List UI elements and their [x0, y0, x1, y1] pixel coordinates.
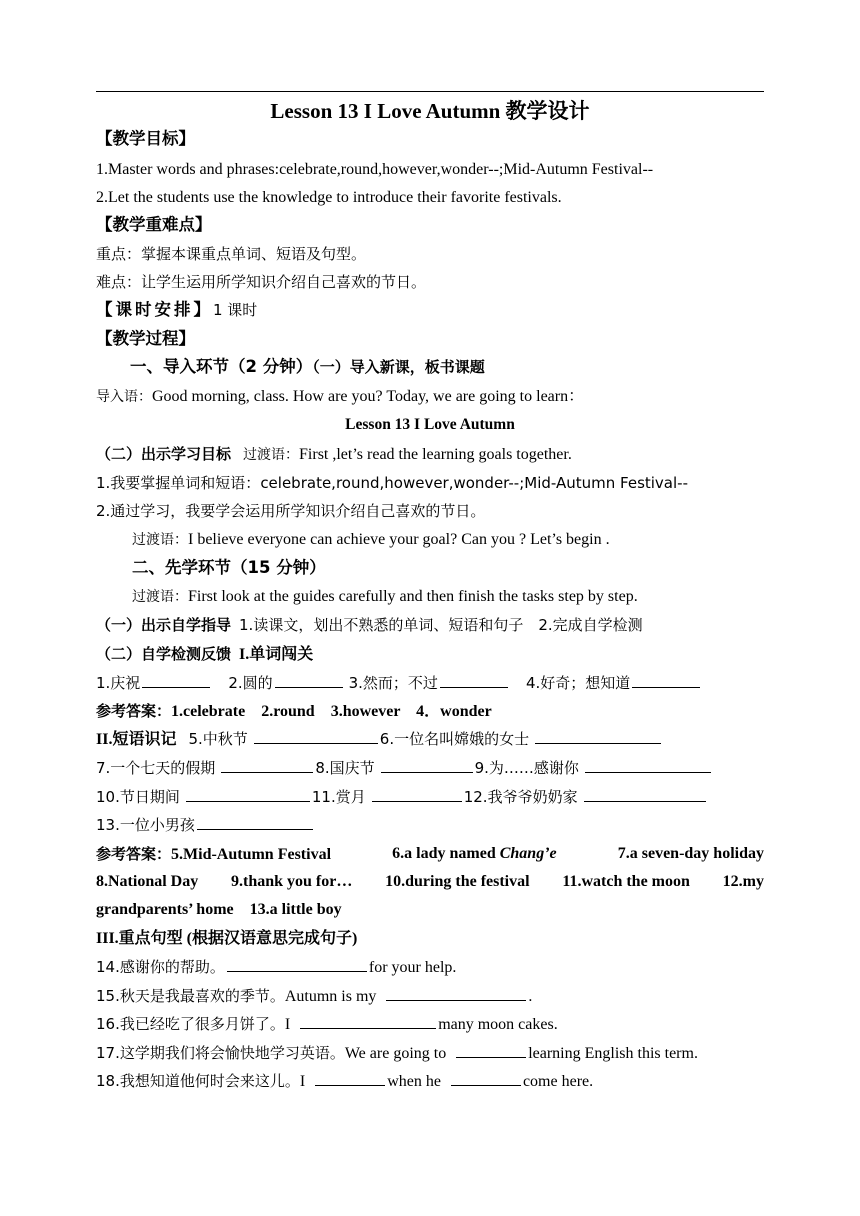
answer-blank[interactable] — [142, 672, 210, 688]
diff-text: 让学生运用所学知识介绍自己喜欢的节日。 — [141, 273, 427, 291]
answer-blank[interactable] — [300, 1013, 436, 1029]
answer-text: 8.National Day — [96, 873, 199, 890]
answer-text: 7.a seven-day holiday — [617, 845, 764, 862]
objective-text: 2.通过学习，我要学会运用所学知识介绍自己喜欢的节日。 — [96, 502, 486, 520]
section-i-heading: I.单词闯关 — [239, 646, 314, 663]
intro-line — [96, 386, 584, 408]
part2-heading — [132, 557, 326, 580]
sentence-15 — [96, 985, 532, 1008]
trans-label: 过渡语： — [132, 532, 188, 548]
trans-text: First look at the guides carefully and then finish the tasks step by step. — [188, 588, 638, 605]
answer-blank[interactable] — [456, 1042, 526, 1058]
sentence-14 — [96, 956, 456, 979]
sentence-en: for your help. — [368, 959, 457, 976]
phrase-row-1 — [96, 728, 663, 751]
sentence-17 — [96, 1042, 698, 1065]
section-schedule — [96, 299, 257, 322]
sentence-en: We are going to — [344, 1045, 447, 1062]
part-sub: （一）出示自学指导 — [96, 616, 232, 634]
section-key-points — [96, 214, 212, 237]
sentence-en: I — [299, 1073, 306, 1090]
phrase-item: 8.国庆节 — [315, 759, 375, 777]
answer-label: 参考答案： — [96, 845, 172, 863]
answer-blank[interactable] — [275, 672, 343, 688]
part-sub: （一）导入新课，板书课题 — [312, 358, 485, 376]
section-ii-heading: II.短语识记 — [96, 731, 177, 748]
sentence-cn: 16.我已经吃了很多月饼了。 — [96, 1015, 285, 1033]
answer-text: Chang’e — [499, 845, 557, 862]
goal-2: 2.Let the students use the knowledge to introduce their favorite festivals. — [96, 189, 562, 206]
answer-text: 6.a lady named — [392, 845, 500, 862]
part-heading: 二、先学环节（15 分钟） — [132, 558, 326, 577]
answer-blank[interactable] — [584, 786, 706, 802]
section-heading: 【教学重难点】 — [96, 215, 212, 234]
word-item: 4.好奇；想知道 — [525, 674, 631, 692]
sentence-mid: when he — [387, 1073, 441, 1090]
answer-blank[interactable] — [451, 1070, 521, 1086]
intro-text: Good morning, class. How are you? Today, we are going to learn： — [152, 388, 585, 405]
answer-blank[interactable] — [221, 757, 313, 773]
section-process — [96, 328, 195, 351]
section-teaching-goals — [96, 128, 195, 151]
answers-2-line-1 — [96, 843, 764, 866]
objective-2 — [96, 500, 485, 523]
part-sub: （二）自学检测反馈 — [96, 645, 232, 663]
answer-blank[interactable] — [381, 757, 473, 773]
key-text: 掌握本课重点单词、短语及句型。 — [141, 245, 367, 263]
answer-text: 5.Mid-Autumn Festival — [171, 846, 332, 863]
answers-2-line-3: grandparents’ home 13.a little boy — [96, 901, 342, 918]
answer-text: 1.celebrate 2.round 3.however 4．wonder — [171, 703, 492, 720]
answer-text: 10.during the festival — [385, 873, 530, 890]
sentence-end: many moon cakes. — [438, 1016, 558, 1033]
answer-text: 9.thank you for… — [231, 873, 353, 890]
part-heading: 一、导入环节（2 分钟） — [130, 357, 313, 376]
transition-3 — [132, 586, 638, 608]
answer-blank[interactable] — [254, 728, 378, 744]
answers-1 — [96, 700, 492, 723]
lesson-title: Lesson 13 I Love Autumn — [345, 416, 515, 433]
schedule-text: 1 课时 — [213, 301, 258, 319]
document-title: Lesson 13 I Love Autumn 教学设计 — [270, 99, 590, 123]
sentence-en: I — [284, 1016, 291, 1033]
word-item: 3.然而；不过 — [348, 674, 438, 692]
trans-label: 过渡语： — [243, 447, 300, 463]
sentence-end: come here. — [522, 1073, 594, 1090]
answer-text: 11.watch the moon — [562, 873, 690, 890]
trans-text: I believe everyone can achieve your goal? Can you ? Let’s begin . — [188, 531, 610, 548]
phrase-item: 6.一位名叫嫦娥的女士 — [379, 730, 530, 748]
answers-2-line-2 — [96, 871, 764, 893]
key-point — [96, 243, 366, 266]
answer-blank[interactable] — [315, 1070, 385, 1086]
sentence-end: . — [528, 988, 533, 1005]
phrase-row-4 — [96, 814, 315, 837]
trans-label: 过渡语： — [132, 589, 188, 605]
phrase-item: 11.赏月 — [311, 788, 366, 806]
word-item: 1.庆祝 — [96, 674, 141, 692]
section-iii-heading — [96, 928, 357, 950]
sentence-16 — [96, 1013, 558, 1036]
answer-blank[interactable] — [535, 728, 661, 744]
phrase-row-2 — [96, 757, 713, 780]
phrase-item: 5.中秋节 — [188, 730, 248, 748]
answer-blank[interactable] — [440, 672, 508, 688]
sentence-cn: 15.秋天是我最喜欢的季节。 — [96, 987, 285, 1005]
answer-text: 12.my — [722, 873, 764, 890]
trans-text: First ,let’s read the learning goals together. — [299, 446, 572, 463]
answer-blank[interactable] — [186, 786, 310, 802]
answer-blank[interactable] — [585, 757, 711, 773]
sentence-end: learning English this term. — [528, 1045, 698, 1062]
phrase-row-3 — [96, 786, 708, 809]
objective-1 — [96, 472, 688, 495]
answer-blank[interactable] — [372, 786, 462, 802]
learning-goals-line — [96, 443, 572, 466]
part-sub: （二）出示学习目标 — [96, 445, 232, 463]
word-item: 2.圆的 — [228, 674, 273, 692]
difficult-point — [96, 271, 426, 294]
diff-label: 难点： — [96, 273, 142, 291]
sentence-18 — [96, 1070, 593, 1093]
sentence-cn: 17.这学期我们将会愉快地学习英语。 — [96, 1044, 345, 1062]
sentence-cn: 14.感谢你的帮助。 — [96, 958, 225, 976]
part1-heading — [130, 356, 485, 379]
self-study-guide — [96, 614, 643, 637]
sentence-cn: 18.我想知道他何时会来这儿。 — [96, 1072, 300, 1090]
self-check-feedback — [96, 643, 313, 666]
key-label: 重点： — [96, 245, 142, 263]
word-row — [96, 672, 702, 695]
section-heading: 【教学过程】 — [96, 329, 195, 348]
header-rule — [96, 91, 764, 92]
answer-blank[interactable] — [386, 985, 526, 1001]
phrase-item: 9.为……感谢你 — [474, 759, 579, 777]
transition-2 — [132, 529, 610, 551]
sentence-en: Autumn is my — [284, 988, 377, 1005]
section-heading: 【教学目标】 — [96, 129, 195, 148]
intro-label: 导入语： — [96, 389, 152, 405]
objective-text: 1.我要掌握单词和短语：celebrate,round,however,wonder--;Mid-Autumn Festival-- — [96, 474, 688, 492]
answer-label: 参考答案： — [96, 702, 172, 720]
phrase-item: 10.节日期间 — [96, 788, 180, 806]
phrase-item: 7.一个七天的假期 — [96, 759, 216, 777]
goal-1: 1.Master words and phrases:celebrate,round,however,wonder--;Mid-Autumn Festival-- — [96, 161, 654, 178]
answer-blank[interactable] — [632, 672, 700, 688]
section-heading: III.重点句型 (根据汉语意思完成句子) — [96, 930, 358, 947]
answer-blank[interactable] — [197, 814, 313, 830]
section-heading: 【课时安排】 — [96, 300, 213, 319]
phrase-item: 12.我爷爷奶奶家 — [463, 788, 578, 806]
phrase-item: 13.一位小男孩 — [96, 816, 195, 834]
guide-text: 1.读课文，划出不熟悉的单词、短语和句子 2.完成自学检测 — [239, 616, 643, 634]
answer-blank[interactable] — [227, 956, 367, 972]
